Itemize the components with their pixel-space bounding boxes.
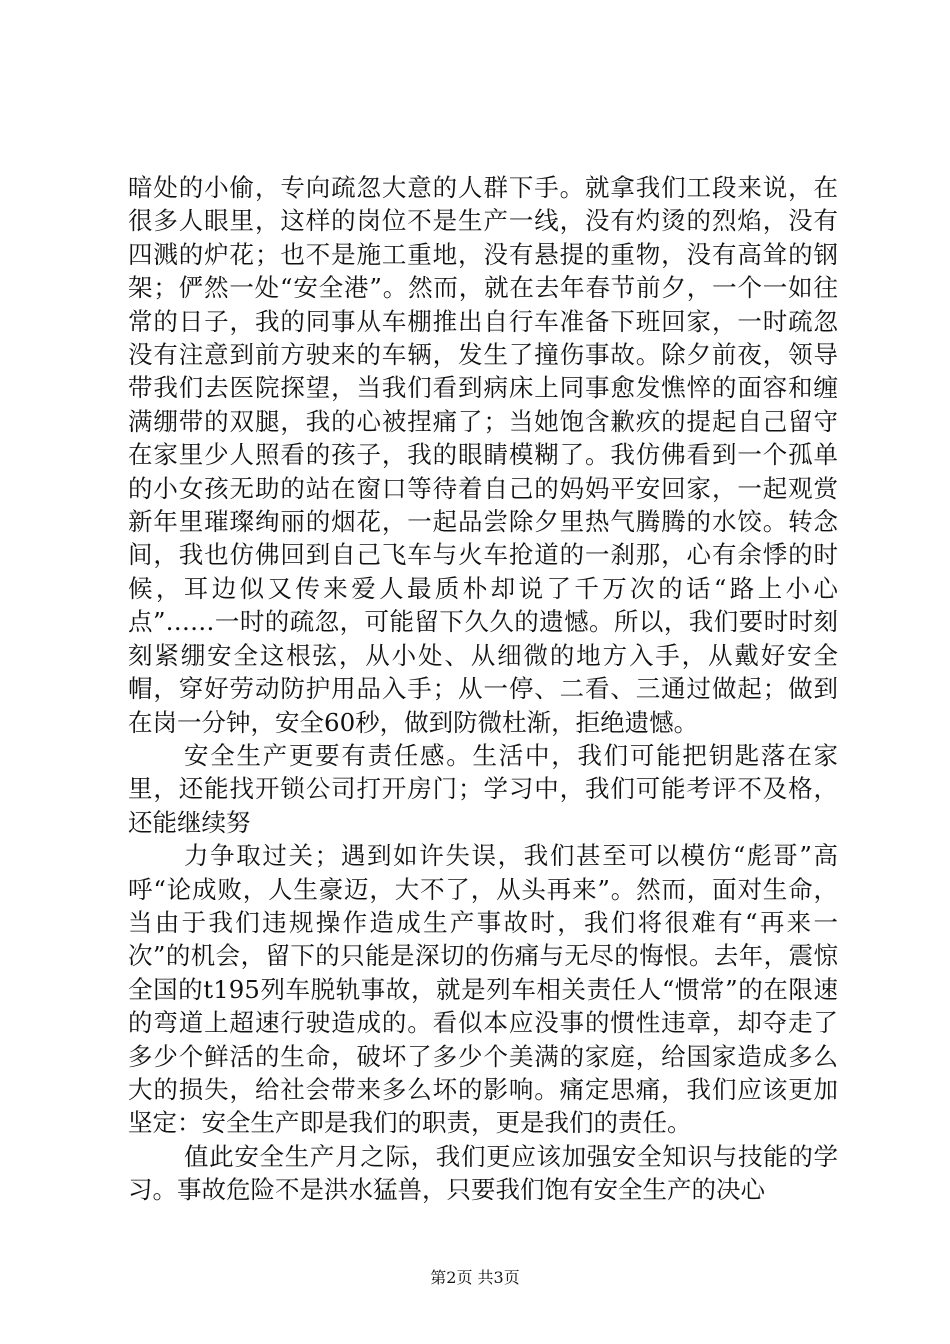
page-number-footer: 第2页 共3页 [430,1268,520,1287]
document-body [128,171,838,1207]
paragraph-2: 安全生产更要有责任感。生活中，我们可能把钥匙落在家里，还能找开锁公司打开房门；学习中，我们可能考评不及格，还能继续努 [128,740,838,837]
paragraph-4: 值此安全生产月之际，我们更应该加强安全知识与技能的学习。事故危险不是洪水猛兽，只要我们饱有安全生产的决心 [128,1141,838,1205]
paragraph-1: 暗处的小偷，专向疏忽大意的人群下手。就拿我们工段来说，在很多人眼里，这样的岗位不是生产一线，没有灼烫的烈焰，没有四溅的炉花；也不是施工重地，没有悬提的重物，没有高耸的钢架；俨然一处“安全港”。然而，就在去年春节前夕，一个一如往常的日子，我的同事从车棚推出自行车准备下班回家，一时疏忽没有注意到前方驶来的车辆，发生了撞伤事故。除夕前夜，领导带我们去医院探望，当我们看到病床上同事愈发憔悴的面容和缠满绷带的双腿，我的心被捏痛了；当她饱含歉疚的提起自己留守在家里少人照看的孩子，我的眼睛模糊了。我仿佛看到一个孤单的小女孩无助的站在窗口等待着自己的妈妈平安回家，一起观赏新年里璀璨绚丽的烟花，一起品尝除夕里热气腾腾的水饺。转念间，我也仿佛回到自己飞车与火车抢道的一刹那，心有余悸的时候，耳边似又传来爱人最质朴却说了千万次的话“路上小心点”……一时的疏忽，可能留下久久的遗憾。所以，我们要时时刻刻紧绷安全这根弦，从小处、从细微的地方入手，从戴好安全帽，穿好劳动防护用品入手；从一停、二看、三通过做起；做到在岗一分钟，安全60秒，做到防微杜渐，拒绝遗憾。 [128,173,838,737]
paragraph-3: 力争取过关；遇到如许失误，我们甚至可以模仿“彪哥”高呼“论成败，人生豪迈，大不了，从头再来”。然而，面对生命，当由于我们违规操作造成生产事故时，我们将很难有“再来一次”的机会，留下的只能是深切的伤痛与无尽的悔恨。去年，震惊全国的t195列车脱轨事故，就是列车相关责任人“惯常”的在限速的弯道上超速行驶造成的。看似本应没事的惯性违章，却夺走了多少个鲜活的生命，破坏了多少个美满的家庭，给国家造成多么大的损失，给社会带来多么坏的影响。痛定思痛，我们应该更加坚定：安全生产即是我们的职责，更是我们的责任。 [128,841,838,1138]
